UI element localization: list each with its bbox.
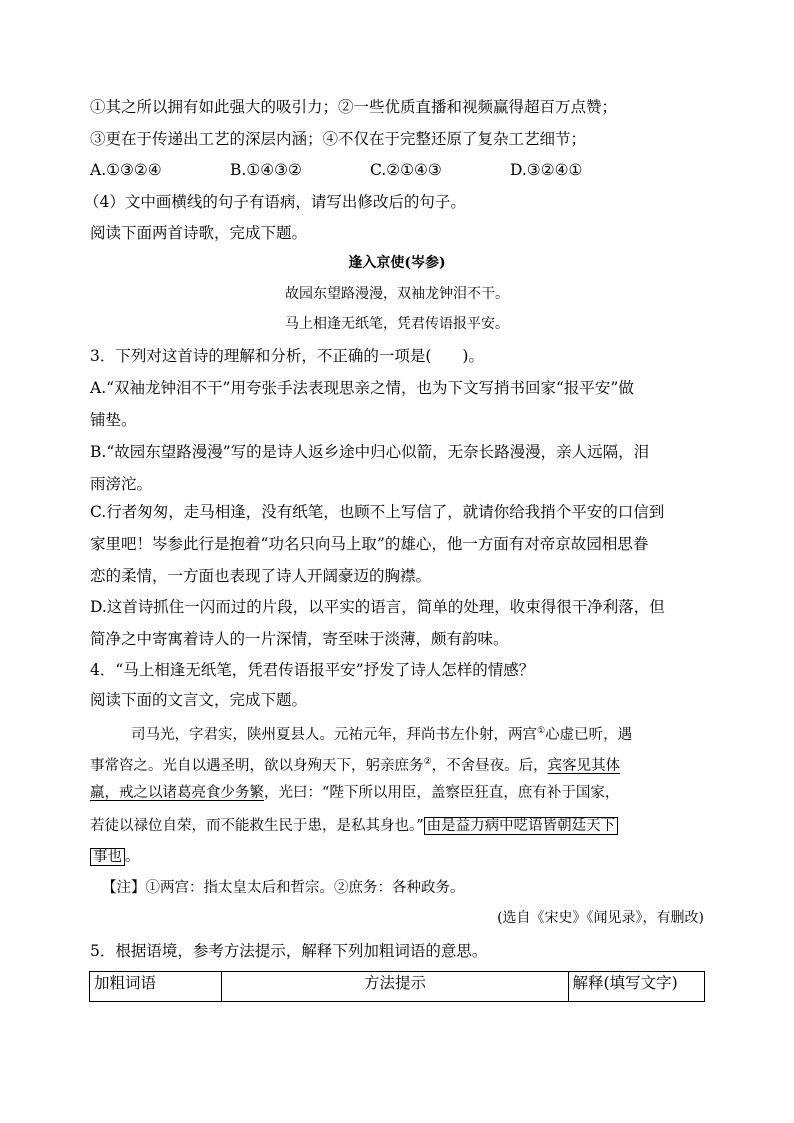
poem-line-1: 故园东望路漫漫，双袖龙钟泪不干。 — [285, 286, 509, 302]
header-explanation: 解释(填写文字) — [568, 972, 704, 1002]
q3-option-c-line-2: 家里吧！岑参此行是抱着“功名只向马上取”的雄心，他一方面有对帝京故园相思眷 — [90, 535, 649, 553]
header-method-hint: 方法提示 — [222, 972, 568, 1002]
footnote-mark-1: ① — [537, 726, 546, 736]
footnote: 【注】①两宫：指太皇太后和哲宗。②庶务：各种政务。 — [102, 880, 465, 896]
classical-line-4 — [90, 815, 710, 837]
source-citation: (选自《宋史》《闻见录》，有删改) — [497, 910, 704, 926]
q3-option-a-line-1: A.“双袖龙钟泪不干”用夸张手法表现思亲之情，也为下文写捎书回家“报平安”做 — [90, 379, 634, 397]
q4-prompt: （4）文中画横线的句子有语病，请写出修改后的句子。 — [84, 193, 466, 211]
q3-option-a-line-2: 铺垫。 — [90, 411, 137, 429]
q3-option-b-line-2: 雨滂沱。 — [90, 475, 153, 493]
poem-title: 逢入京使(岑参) — [348, 255, 446, 271]
classical-line-3 — [90, 782, 710, 804]
option-a: A.①③②④ — [90, 161, 162, 179]
vocabulary-table — [89, 971, 705, 1002]
boxed-sentence-part-2: 事也 — [90, 848, 125, 866]
poem-line-2: 马上相逢无纸笔，凭君传语报平安。 — [285, 316, 509, 332]
classical-line-2 — [90, 751, 710, 777]
classical-line-5-text: 。 — [125, 849, 140, 865]
header-bold-word: 加粗词语 — [90, 972, 222, 1002]
q3-option-d-line-2: 简净之中寄寓着诗人的一片深情，寄至味于淡薄，颇有韵味。 — [90, 630, 509, 648]
answer-options — [90, 159, 710, 181]
q3-stem: 3．下列对这首诗的理解和分析，不正确的一项是( )。 — [90, 347, 484, 365]
option-c: C.②①④③ — [370, 161, 442, 179]
footnote-mark-2: ② — [423, 757, 432, 767]
q3-option-c-line-3: 恋的柔情，一方面也表现了诗人开阔豪迈的胸襟。 — [90, 567, 432, 585]
option-b: B.①④③② — [230, 161, 302, 179]
classical-line-2-text-b: ，不舍昼夜。后， — [431, 757, 548, 774]
q3-option-b-line-1: B.“故园东望路漫漫”写的是诗人返乡途中归心似箭，无奈长路漫漫，亲人远隔，泪 — [90, 443, 650, 461]
underlined-sentence-part-1: 宾客见其体 — [547, 757, 621, 774]
table-header-row — [90, 972, 705, 1002]
q5-prompt: 5．根据语境，参考方法提示，解释下列加粗词语的意思。 — [90, 942, 488, 960]
classical-line-4-text: 若徒以禄位自荣，而不能救生民于患，是私其身也。” — [90, 818, 424, 834]
boxed-sentence-part-1: 由是益力病中呓语皆朝廷天下 — [424, 817, 619, 835]
classical-line-1-text-a: 司马光，字君实，陕州夏县人。元祐元年，拜尚书左仆射，两宫 — [131, 726, 537, 743]
sentence-items-line-2: ③更在于传递出工艺的深层内涵；④不仅在于完整还原了复杂工艺细节； — [90, 130, 587, 148]
classical-intro: 阅读下面的文言文，完成下题。 — [90, 691, 308, 709]
classical-line-1-text-b: 心虚已听，遇 — [545, 726, 633, 743]
q3-option-d-line-1: D.这首诗抓住一闪而过的片段，以平实的语言，简单的处理，收束得很干净利落，但 — [90, 598, 665, 616]
q4-question: 4．“马上相逢无纸笔，凭君传语报平安”抒发了诗人怎样的情感？ — [90, 661, 535, 679]
classical-line-1 — [131, 720, 711, 746]
classical-line-2-text-a: 事常咨之。光自以遇圣明，欲以身殉天下，躬亲庶务 — [90, 757, 424, 774]
q3-option-c-line-1: C.行者匆匆，走马相逢，没有纸笔，也顾不上写信了，就请你给我捎个平安的口信到 — [90, 503, 665, 521]
classical-line-5 — [90, 846, 710, 868]
option-d: D.③②④① — [510, 161, 583, 179]
sentence-items-line-1: ①其之所以拥有如此强大的吸引力；②一些优质直播和视频赢得超百万点赞； — [90, 98, 618, 116]
classical-line-3-text: ，光曰：“陛下所以用臣，盖察臣狂直，庶有补于国家， — [264, 785, 620, 801]
underlined-sentence-part-2: 羸，戒之以诸葛亮食少务繁 — [90, 785, 264, 801]
poem-intro: 阅读下面两首诗歌，完成下题。 — [90, 224, 308, 242]
